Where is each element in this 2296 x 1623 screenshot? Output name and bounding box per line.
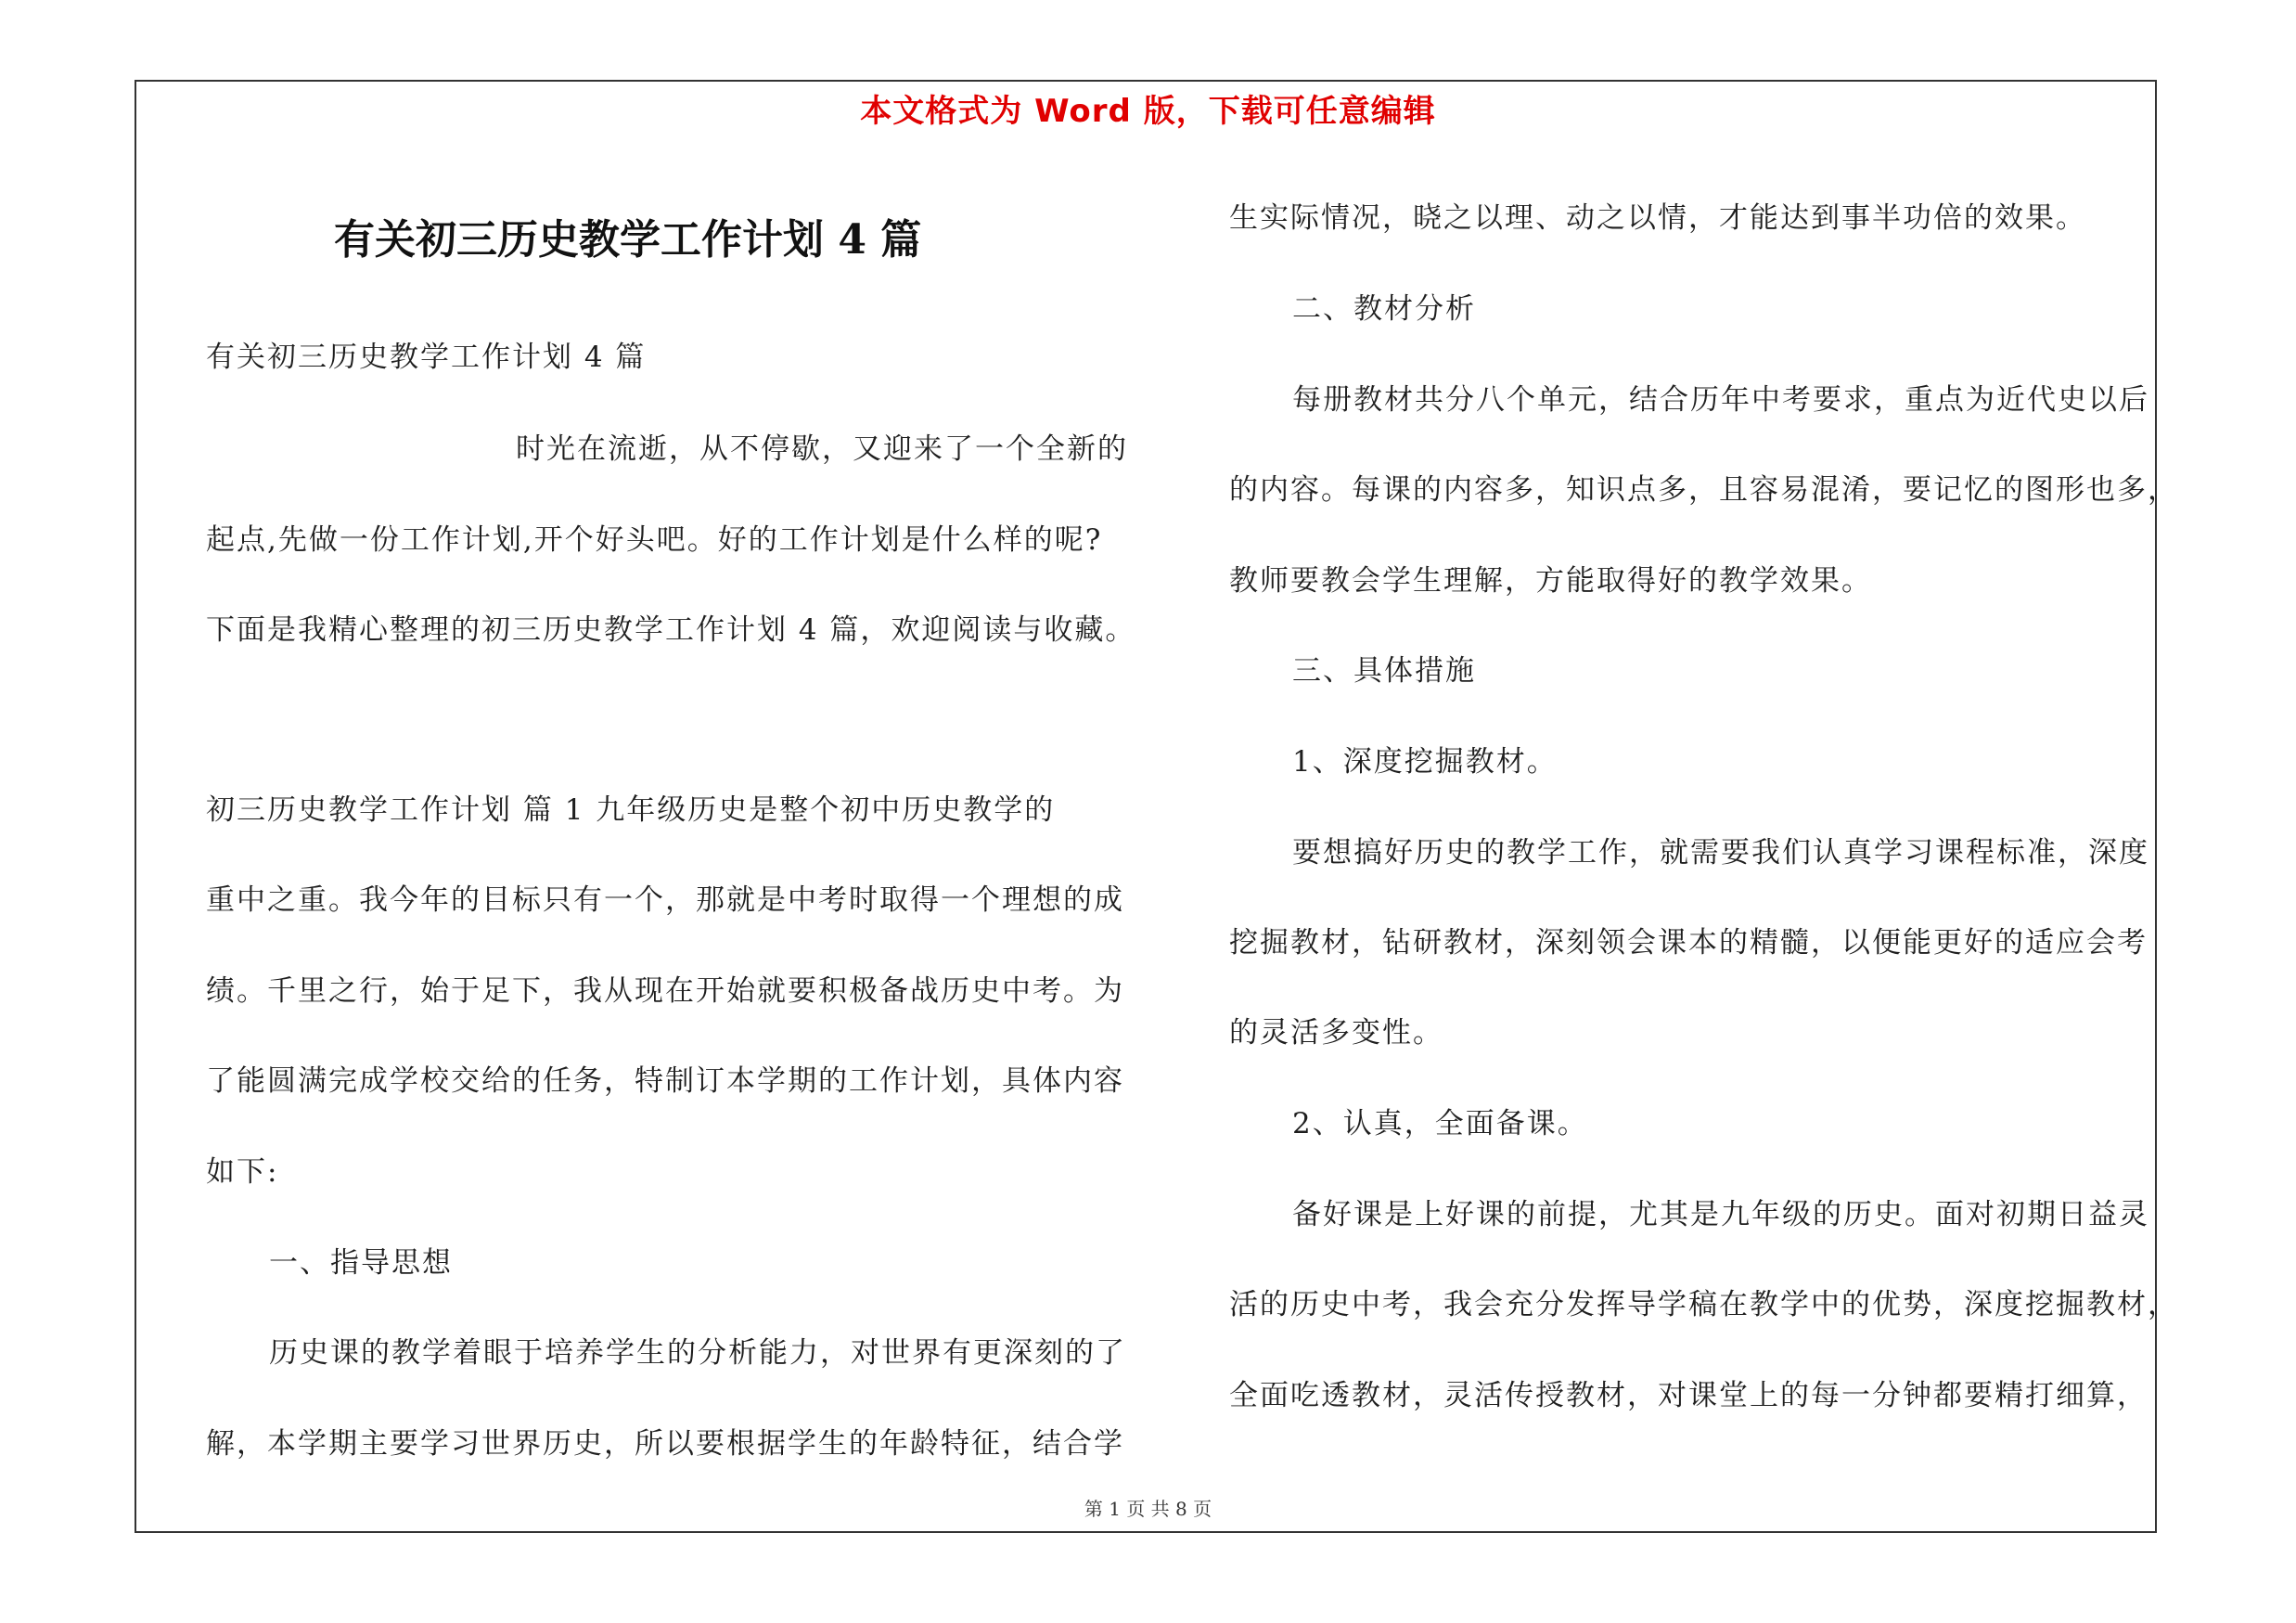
right-line-10: 的灵活多变性。	[1229, 1016, 1443, 1050]
left-line-7: 绩。千里之行，始于足下，我从现在开始就要积极备战历史中考。为	[206, 974, 1124, 1008]
right-line-13: 活的历史中考，我会充分发挥导学稿在教学中的优势，深度挖掘教材，	[1229, 1288, 2178, 1321]
editable-format-banner: 本文格式为 Word 版，下载可任意编辑	[860, 93, 1436, 130]
left-heading-guiding-thought: 一、指导思想	[269, 1246, 453, 1280]
right-heading-measures: 三、具体措施	[1292, 654, 1476, 688]
left-line-12: 解，本学期主要学习世界历史，所以要根据学生的年龄特征，结合学	[206, 1427, 1124, 1461]
right-heading-textbook-analysis: 二、教材分析	[1292, 292, 1476, 326]
right-subheading-2: 2、认真，全面备课。	[1292, 1107, 1588, 1140]
document-title: 有关初三历史教学工作计划 4 篇	[334, 216, 922, 264]
left-line-4: 下面是我精心整理的初三历史教学工作计划 4 篇，欢迎阅读与收藏。	[206, 613, 1136, 647]
left-line-8: 了能圆满完成学校交给的任务，特制订本学期的工作计划，具体内容	[206, 1064, 1124, 1098]
left-line-2: 时光在流逝，从不停歇，又迎来了一个全新的	[516, 432, 1128, 466]
left-line-11: 历史课的教学着眼于培养学生的分析能力，对世界有更深刻的了	[269, 1336, 1126, 1370]
right-line-9: 挖掘教材，钻研教材，深刻领会课本的精髓，以便能更好的适应会考	[1229, 926, 2148, 960]
right-line-4: 的内容。每课的内容多，知识点多，且容易混淆，要记忆的图形也多，	[1229, 473, 2178, 507]
right-line-8: 要想搞好历史的教学工作，就需要我们认真学习课程标准，深度	[1292, 836, 2149, 869]
page-number-footer: 第 1 页 共 8 页	[1084, 1498, 1212, 1520]
right-line-14: 全面吃透教材，灵活传授教材，对课堂上的每一分钟都要精打细算，	[1229, 1379, 2148, 1412]
right-line-12: 备好课是上好课的前提，尤其是九年级的历史。面对初期日益灵	[1292, 1198, 2149, 1231]
right-line-1: 生实际情况，晓之以理、动之以情，才能达到事半功倍的效果。	[1229, 201, 2086, 235]
right-line-5: 教师要教会学生理解，方能取得好的教学效果。	[1229, 564, 1872, 598]
right-line-3: 每册教材共分八个单元，结合历年中考要求，重点为近代史以后	[1292, 383, 2149, 417]
left-line-1: 有关初三历史教学工作计划 4 篇	[206, 341, 647, 374]
left-line-3: 起点,先做一份工作计划,开个好头吧。好的工作计划是什么样的呢?	[206, 523, 1103, 557]
left-line-9: 如下:	[206, 1155, 279, 1189]
left-line-5: 初三历史教学工作计划 篇 1 九年级历史是整个初中历史教学的	[206, 793, 1056, 827]
right-subheading-1: 1、深度挖掘教材。	[1292, 745, 1558, 779]
left-line-6: 重中之重。我今年的目标只有一个，那就是中考时取得一个理想的成	[206, 883, 1124, 917]
